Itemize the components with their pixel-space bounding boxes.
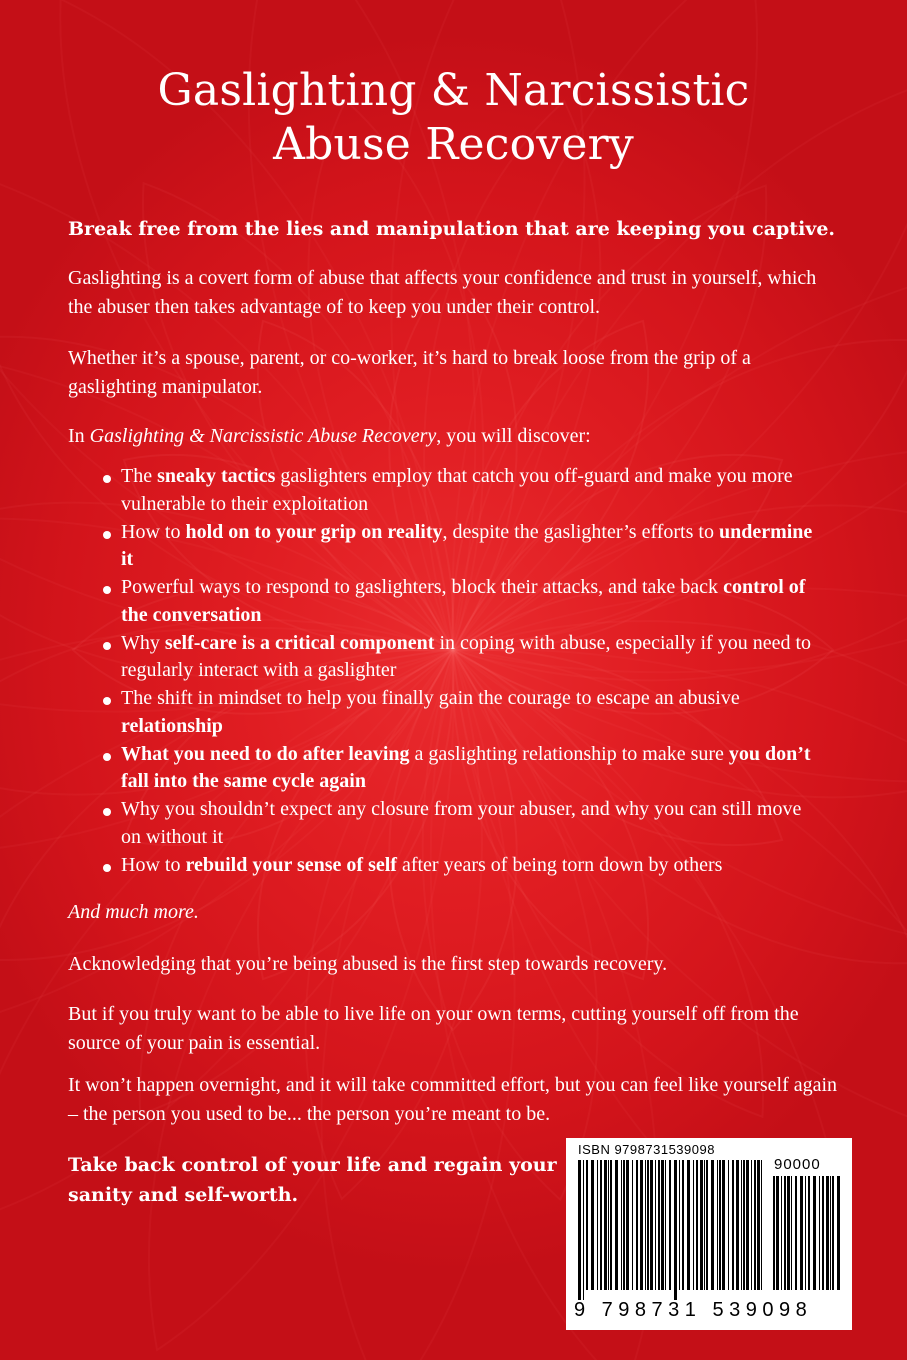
- barcode-bar: [658, 1160, 660, 1290]
- book-title: [0, 64, 907, 172]
- list-item-bold: self-care is a critical component: [164, 631, 435, 654]
- barcode-bar: [700, 1160, 703, 1290]
- barcode-bar: [787, 1176, 790, 1290]
- barcode-bar: [586, 1160, 588, 1290]
- paragraph-3: Acknowledging that you’re being abused is the first step towards recovery.: [68, 953, 668, 975]
- barcode-bar: [722, 1160, 725, 1290]
- barcode-bar: [784, 1176, 786, 1290]
- list-item: [103, 741, 825, 796]
- barcode-bar: [608, 1160, 609, 1290]
- barcode-bar: [615, 1160, 618, 1290]
- paragraph-5: It won’t happen overnight, and it will take committed effort, but you can feel like yourself again – the person you used to be... the person you’re meant to be.: [68, 1074, 838, 1125]
- isbn-barcode: [566, 1138, 852, 1330]
- barcode-bar: [826, 1176, 829, 1290]
- barcode-bar: [591, 1160, 594, 1290]
- barcode-bar: [822, 1176, 824, 1290]
- barcode-bar: [636, 1160, 638, 1290]
- barcode-bar: [741, 1160, 742, 1290]
- barcode-bar: [808, 1176, 810, 1290]
- list-item-pre: The: [121, 465, 158, 487]
- barcode-bar: [728, 1160, 729, 1290]
- barcode-bar: [597, 1160, 598, 1290]
- barcode-bar: [776, 1176, 779, 1290]
- barcode-bar: [661, 1160, 664, 1290]
- intro-paragraph: [68, 422, 840, 451]
- barcode-bar: [830, 1176, 831, 1290]
- isbn-digits: 9 798731 539098: [574, 1299, 813, 1321]
- list-item-mid: gaslighters employ that catch you off-guard and make you more vulnerable to their exploitation: [121, 465, 793, 515]
- lead-sentence: Break free from the lies and manipulation that are keeping you captive.: [68, 218, 836, 240]
- list-item-bold: relationship: [121, 714, 223, 737]
- intro-prefix: In: [68, 425, 90, 447]
- list-item-bold2: you don’t fall into the same cycle again: [121, 742, 811, 792]
- paragraph-1: Gaslighting is a covert form of abuse that affects your confidence and trust in yourself, which the abuser then takes advantage of to keep you under their control.: [68, 267, 817, 318]
- barcode-bar: [696, 1160, 698, 1290]
- list-item-pre: The shift in mindset to help you finally gain the courage to escape an abusive: [121, 687, 740, 709]
- barcode-bar: [650, 1160, 653, 1290]
- title-line-2: Abuse Recovery: [273, 119, 634, 170]
- list-item-pre: Powerful ways to respond to gaslighters, block their attacks, and take back: [121, 576, 724, 598]
- barcode-bar: [813, 1176, 816, 1290]
- barcode-bar: [632, 1160, 633, 1290]
- list-item-bold2: undermine it: [121, 520, 813, 570]
- list-item: [103, 630, 825, 685]
- list-item: [103, 463, 825, 518]
- bullet-dot-icon: [103, 642, 111, 650]
- list-item-bold: hold on to your grip on reality: [185, 520, 443, 543]
- barcode-bar: [679, 1160, 680, 1290]
- barcode-bar: [626, 1160, 629, 1290]
- barcode-bar: [736, 1160, 739, 1290]
- barcode-bar: [610, 1160, 612, 1290]
- bullet-dot-icon: [103, 753, 111, 761]
- barcode-bar: [623, 1160, 625, 1290]
- barcode-bar: [687, 1160, 690, 1290]
- barcode-bar: [732, 1160, 734, 1290]
- barcode-bar: [669, 1160, 671, 1290]
- barcode-bar: [706, 1160, 708, 1290]
- barcode-bar: [781, 1176, 782, 1290]
- barcode-bar: [674, 1160, 677, 1300]
- paragraph-4: But if you truly want to be able to live life on your own terms, cutting yourself off from the source of your pain is essential.: [68, 1003, 799, 1054]
- barcode-bar: [757, 1160, 760, 1290]
- barcode-bar: [819, 1176, 820, 1290]
- barcode-bar: [600, 1160, 602, 1290]
- title-line-1: Gaslighting & Narcissistic: [157, 65, 750, 116]
- barcode-bar: [604, 1160, 607, 1290]
- intro-suffix: , you will discover:: [436, 425, 591, 447]
- isbn-label: ISBN 9798731539098: [578, 1142, 715, 1157]
- closing-statement: Take back control of your life and regain your sanity and self-worth.: [68, 1154, 557, 1206]
- list-item-pre: Why: [121, 631, 165, 654]
- list-item-pre: How to: [121, 853, 186, 876]
- barcode-bar: [578, 1160, 581, 1300]
- discover-list: [103, 463, 825, 880]
- list-item-bold: rebuild your sense of self: [185, 853, 397, 876]
- barcode-bar: [621, 1160, 622, 1290]
- barcode-bar: [791, 1176, 792, 1290]
- list-item: [103, 574, 825, 629]
- list-item: [103, 796, 825, 851]
- list-item-pre: Why you shouldn’t expect any closure from your abuser, and why you can still move on without it: [121, 798, 802, 848]
- barcode-bars: [576, 1160, 766, 1300]
- list-item-pre: How to: [121, 520, 186, 543]
- barcode-bar: [645, 1160, 646, 1290]
- barcode-bar: [761, 1160, 762, 1290]
- and-much-more: [68, 898, 840, 927]
- bullet-dot-icon: [103, 531, 111, 539]
- list-item-mid: , despite the gaslighter’s efforts to: [442, 520, 719, 543]
- barcode-bar: [800, 1176, 803, 1290]
- barcode-bar: [717, 1160, 718, 1290]
- list-item-bold: control of the conversation: [121, 576, 806, 626]
- barcode-bar: [704, 1160, 705, 1290]
- barcode-bar: [665, 1160, 666, 1290]
- list-item: [103, 852, 825, 880]
- bullet-dot-icon: [103, 586, 111, 594]
- barcode-bar: [743, 1160, 745, 1290]
- bullet-dot-icon: [103, 864, 111, 872]
- list-item-mid: a gaslighting relationship to make sure: [409, 742, 729, 765]
- barcode-bar: [832, 1176, 834, 1290]
- list-item-mid: in coping with abuse, especially if you need to regularly interact with a gaslighter: [121, 631, 812, 681]
- barcode-bar: [746, 1160, 749, 1290]
- barcode-bar: [693, 1160, 694, 1290]
- and-much-more-text: And much more.: [68, 901, 199, 923]
- bullet-dot-icon: [103, 697, 111, 705]
- barcode-bar: [711, 1160, 714, 1290]
- list-item-bold: What you need to do after leaving: [121, 742, 410, 765]
- barcode-bar: [751, 1160, 752, 1290]
- barcode-bar: [655, 1160, 656, 1290]
- bullet-dot-icon: [103, 475, 111, 483]
- paragraph-2: Whether it’s a spouse, parent, or co-worker, it’s hard to break loose from the grip of a gaslighting manipulator.: [68, 347, 751, 398]
- list-item: [103, 519, 825, 574]
- list-item-bold: sneaky tactics: [157, 465, 276, 487]
- barcode-addon-bars: [771, 1176, 843, 1300]
- barcode-bar: [719, 1160, 721, 1290]
- price-code: 90000: [774, 1156, 821, 1173]
- barcode-bar: [805, 1176, 806, 1290]
- list-item-mid: after years of being torn down by others: [396, 853, 723, 876]
- intro-book-title: Gaslighting & Narcissistic Abuse Recovery: [89, 425, 437, 447]
- barcode-bar: [754, 1160, 756, 1290]
- barcode-bar: [837, 1176, 840, 1290]
- barcode-bar: [773, 1176, 775, 1290]
- barcode-bar: [795, 1176, 797, 1290]
- bullet-dot-icon: [103, 808, 111, 816]
- list-item: [103, 685, 825, 740]
- barcode-bar: [647, 1160, 649, 1290]
- barcode-bar: [682, 1160, 684, 1290]
- barcode-bar: [583, 1160, 584, 1300]
- barcode-bar: [640, 1160, 643, 1290]
